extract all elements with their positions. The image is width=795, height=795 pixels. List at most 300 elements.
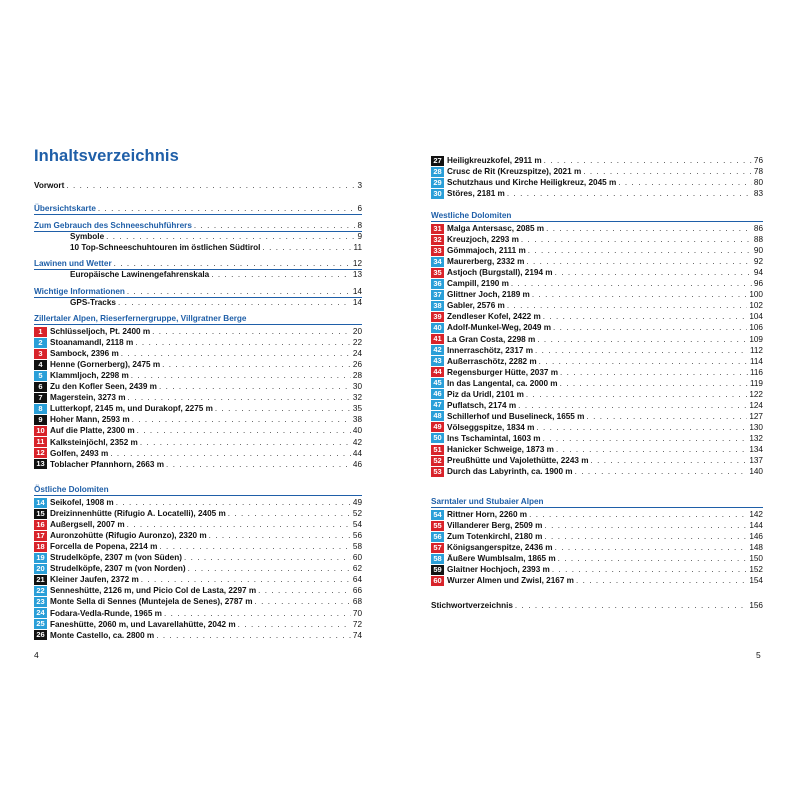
leader-dots xyxy=(116,497,351,508)
tour-number-badge: 40 xyxy=(431,323,444,333)
tour-entry-18[interactable] xyxy=(34,541,362,552)
tour-page-number: 74 xyxy=(352,630,362,640)
tour-title: Schutzhaus und Kirche Heiligkreuz, 2045 m xyxy=(447,178,617,188)
leader-dots xyxy=(66,180,355,191)
tour-number-badge: 33 xyxy=(431,246,444,256)
tour-number-badge: 13 xyxy=(34,459,47,469)
tour-page-number: 146 xyxy=(749,532,763,542)
leader-dots xyxy=(521,234,752,245)
leader-dots xyxy=(511,278,752,289)
leader-dots xyxy=(127,286,351,297)
leader-dots xyxy=(162,359,351,370)
tour-title: Kleiner Jaufen, 2372 m xyxy=(50,575,139,585)
leader-dots xyxy=(110,448,351,459)
leader-dots xyxy=(258,585,351,596)
tour-number-badge: 41 xyxy=(431,334,444,344)
tour-page-number: 124 xyxy=(749,400,763,410)
leader-dots xyxy=(128,392,351,403)
tour-entry-55[interactable] xyxy=(431,520,763,531)
tour-entry-25[interactable] xyxy=(34,619,362,630)
tour-number-badge: 27 xyxy=(431,156,444,166)
entry-title: Lawinen und Wetter xyxy=(34,259,112,268)
tour-page-number: 83 xyxy=(753,189,763,199)
tour-title: Innerraschötz, 2317 m xyxy=(447,345,534,355)
tour-entry-14[interactable] xyxy=(34,497,362,508)
tour-entry-32[interactable] xyxy=(431,234,763,245)
tour-title: Adolf-Munkel-Weg, 2049 m xyxy=(447,323,552,333)
tour-entry-40[interactable] xyxy=(431,322,763,333)
tour-entry-38[interactable] xyxy=(431,300,763,311)
leader-dots xyxy=(131,370,351,381)
tour-page-number: 58 xyxy=(352,542,362,552)
leader-dots xyxy=(591,455,748,466)
tour-page-number: 32 xyxy=(352,393,362,403)
tour-entry-6[interactable] xyxy=(34,381,362,392)
front-matter-entry-6[interactable] xyxy=(34,258,362,269)
tour-title: Puflatsch, 2174 m xyxy=(447,400,517,410)
tour-entry-11[interactable] xyxy=(34,437,362,448)
tour-entry-27[interactable] xyxy=(431,155,763,166)
tour-entry-31[interactable] xyxy=(431,223,763,234)
tour-entry-23[interactable] xyxy=(34,596,362,607)
tour-entry-24[interactable] xyxy=(34,608,362,619)
leader-dots xyxy=(127,519,351,530)
leader-dots xyxy=(586,411,747,422)
tour-number-badge: 24 xyxy=(34,608,47,618)
leader-dots xyxy=(553,322,747,333)
tour-page-number: 35 xyxy=(352,404,362,414)
leader-dots xyxy=(194,220,356,231)
leader-dots xyxy=(583,166,752,177)
tour-page-number: 112 xyxy=(749,345,763,355)
tour-number-badge: 37 xyxy=(431,290,444,300)
tour-entry-49[interactable] xyxy=(431,422,763,433)
front-matter-entry-2[interactable] xyxy=(34,203,362,214)
tour-title: Dreizinnenhütte (Rifugio A. Locatelli), 2405 m xyxy=(50,509,226,519)
tour-title: Strudelköpfe, 2307 m (von Norden) xyxy=(50,564,186,574)
tour-page-number: 154 xyxy=(749,576,763,586)
tour-number-badge: 51 xyxy=(431,445,444,455)
leader-dots xyxy=(152,326,351,337)
tour-entry-5[interactable] xyxy=(34,370,362,381)
tour-page-number: 20 xyxy=(352,327,362,336)
tour-title: Campill, 2190 m xyxy=(447,279,509,289)
front-matter-entry-4[interactable] xyxy=(34,231,362,242)
tour-title: Seikofel, 1908 m xyxy=(50,498,114,507)
tour-title: Sambock, 2396 m xyxy=(50,349,119,359)
tour-page-number: 96 xyxy=(753,279,763,289)
tour-number-badge: 59 xyxy=(431,565,444,575)
tour-page-number: 140 xyxy=(749,467,763,477)
tour-number-badge: 23 xyxy=(34,597,47,607)
tour-number-badge: 49 xyxy=(431,422,444,432)
tour-title: La Gran Costa, 2298 m xyxy=(447,334,536,344)
tour-entry-43[interactable] xyxy=(431,356,763,367)
tour-number-badge: 35 xyxy=(431,268,444,278)
tour-number-badge: 22 xyxy=(34,586,47,596)
tour-page-number: 92 xyxy=(753,257,763,267)
tour-page-number: 142 xyxy=(749,510,763,519)
tour-number-badge: 19 xyxy=(34,553,47,563)
tour-title: Hoher Mann, 2593 m xyxy=(50,415,130,425)
tour-entry-34[interactable] xyxy=(431,256,763,267)
leader-dots xyxy=(211,269,351,280)
tour-page-number: 40 xyxy=(352,426,362,436)
tour-number-badge: 25 xyxy=(34,619,47,629)
tour-entry-26[interactable] xyxy=(34,630,362,641)
section-rule xyxy=(34,495,362,496)
tour-number-badge: 58 xyxy=(431,554,444,564)
section-rule xyxy=(34,324,362,325)
tour-entry-10[interactable] xyxy=(34,425,362,436)
tour-page-number: 152 xyxy=(749,565,763,575)
tour-number-badge: 15 xyxy=(34,509,47,519)
tour-entry-16[interactable] xyxy=(34,519,362,530)
page-number-right: 5 xyxy=(756,650,761,660)
entry-page-number: 14 xyxy=(352,298,362,307)
tour-entry-1[interactable] xyxy=(34,326,362,337)
tour-number-badge: 16 xyxy=(34,520,47,530)
leader-dots xyxy=(156,630,351,641)
entry-title: GPS-Tracks xyxy=(70,298,116,307)
tour-page-number: 52 xyxy=(352,509,362,519)
tour-number-badge: 53 xyxy=(431,467,444,477)
tour-number-badge: 26 xyxy=(34,630,47,640)
tour-entry-60[interactable] xyxy=(431,575,763,586)
tour-number-badge: 9 xyxy=(34,415,47,425)
tour-number-badge: 4 xyxy=(34,360,47,370)
tour-title: Strudelköpfe, 2307 m (von Süden) xyxy=(50,553,182,563)
tour-entry-22[interactable] xyxy=(34,585,362,596)
tour-number-badge: 45 xyxy=(431,378,444,388)
entry-page-number: 11 xyxy=(353,243,362,252)
tour-number-badge: 48 xyxy=(431,411,444,421)
tour-page-number: 54 xyxy=(352,520,362,530)
tour-entry-9[interactable] xyxy=(34,414,362,425)
tour-number-badge: 55 xyxy=(431,521,444,531)
tour-number-badge: 21 xyxy=(34,575,47,585)
tour-entry-58[interactable] xyxy=(431,553,763,564)
tour-entry-59[interactable] xyxy=(431,564,763,575)
tour-entry-52[interactable] xyxy=(431,455,763,466)
tour-entry-48[interactable] xyxy=(431,411,763,422)
tour-entry-3[interactable] xyxy=(34,348,362,359)
leader-dots xyxy=(555,542,748,553)
tour-number-badge: 6 xyxy=(34,382,47,392)
tour-page-number: 24 xyxy=(352,349,362,359)
tour-page-number: 66 xyxy=(352,586,362,596)
tour-entry-47[interactable] xyxy=(431,400,763,411)
tour-number-badge: 10 xyxy=(34,426,47,436)
index-entry[interactable] xyxy=(431,600,763,611)
tour-title: Hanicker Schweige, 1873 m xyxy=(447,445,554,454)
tour-entry-28[interactable] xyxy=(431,166,763,177)
leader-dots xyxy=(618,177,752,188)
tour-title: Malga Antersasc, 2085 m xyxy=(447,224,545,233)
leader-dots xyxy=(121,348,351,359)
tour-entry-51[interactable] xyxy=(431,444,763,455)
tour-entry-29[interactable] xyxy=(431,177,763,188)
leader-dots xyxy=(539,356,748,367)
tour-title: Auronzohütte (Rifugio Auronzo), 2320 m xyxy=(50,531,207,541)
tour-number-badge: 57 xyxy=(431,543,444,553)
tour-title: Äußere Wumblsalm, 1865 m xyxy=(447,554,556,564)
tour-title: Piz da Uridl, 2101 m xyxy=(447,389,524,399)
tour-title: Senneshütte, 2126 m, und Picio Col de Lasta, 2297 m xyxy=(50,586,257,596)
tour-entry-2[interactable] xyxy=(34,337,362,348)
entry-page-number: 13 xyxy=(352,270,362,279)
tour-page-number: 150 xyxy=(749,554,763,564)
leader-dots xyxy=(555,267,752,278)
front-matter-entry-9[interactable] xyxy=(34,297,362,308)
tour-title: Kalksteinjöchl, 2352 m xyxy=(50,437,138,447)
tour-page-number: 116 xyxy=(749,367,763,377)
tour-page-number: 86 xyxy=(753,224,763,233)
entry-title: Stichwortverzeichnis xyxy=(431,601,513,610)
tour-entry-46[interactable] xyxy=(431,389,763,400)
tour-entry-35[interactable] xyxy=(431,267,763,278)
leader-dots xyxy=(515,600,747,611)
section-rule xyxy=(431,221,763,222)
leader-dots xyxy=(544,520,747,531)
tour-title: Wurzer Almen und Zwisl, 2167 m xyxy=(447,576,574,586)
tour-page-number: 114 xyxy=(749,356,763,366)
leader-dots xyxy=(526,389,747,400)
tour-title: Monte Sella di Sennes (Muntejela de Senes), 2787 m xyxy=(50,597,253,607)
tour-number-badge: 28 xyxy=(431,167,444,177)
tour-page-number: 132 xyxy=(749,433,763,443)
tour-number-badge: 36 xyxy=(431,279,444,289)
tour-title: Gabler, 2576 m xyxy=(447,301,505,311)
tour-number-badge: 54 xyxy=(431,510,444,520)
leader-dots xyxy=(137,425,351,436)
leader-dots xyxy=(552,564,747,575)
leader-dots xyxy=(188,563,351,574)
tour-page-number: 78 xyxy=(753,167,763,177)
leader-dots xyxy=(141,574,351,585)
tour-title: Preußhütte und Vajolethütte, 2243 m xyxy=(447,456,589,466)
leader-dots xyxy=(560,367,748,378)
tour-number-badge: 8 xyxy=(34,404,47,414)
tour-entry-15[interactable] xyxy=(34,508,362,519)
tour-entry-50[interactable] xyxy=(431,433,763,444)
tour-entry-4[interactable] xyxy=(34,359,362,370)
tour-title: Astjoch (Burgstall), 2194 m xyxy=(447,268,553,278)
leader-dots xyxy=(159,381,351,392)
leader-dots xyxy=(575,466,748,477)
leader-dots xyxy=(166,459,351,470)
tour-entry-53[interactable] xyxy=(431,466,763,477)
tour-page-number: 119 xyxy=(749,378,763,388)
leader-dots xyxy=(532,289,748,300)
tour-title: Villanderer Berg, 2509 m xyxy=(447,521,543,531)
tour-entry-57[interactable] xyxy=(431,542,763,553)
leader-dots xyxy=(164,608,351,619)
tour-entry-30[interactable] xyxy=(431,188,763,199)
tour-page-number: 26 xyxy=(352,360,362,370)
entry-title: Europäische Lawinengefahrenskala xyxy=(70,270,210,279)
leader-dots xyxy=(507,300,748,311)
tour-number-badge: 31 xyxy=(431,224,444,234)
entry-page-number: 156 xyxy=(749,601,763,610)
leader-dots xyxy=(518,400,747,411)
tour-page-number: 80 xyxy=(753,178,763,188)
tour-title: Magerstein, 3273 m xyxy=(50,393,126,403)
tour-entry-20[interactable] xyxy=(34,563,362,574)
leader-dots xyxy=(184,552,351,563)
tour-number-badge: 32 xyxy=(431,235,444,245)
front-matter-entry-1[interactable] xyxy=(34,180,362,191)
tour-title: Zendleser Kofel, 2422 m xyxy=(447,312,541,322)
tour-number-badge: 39 xyxy=(431,312,444,322)
tour-title: Außergsell, 2007 m xyxy=(50,520,125,530)
tour-title: Königsangerspitze, 2436 m xyxy=(447,543,553,553)
tour-entry-39[interactable] xyxy=(431,311,763,322)
tour-title: Monte Castello, ca. 2800 m xyxy=(50,630,155,640)
tour-page-number: 102 xyxy=(749,301,763,311)
leader-dots xyxy=(238,619,351,630)
leader-dots xyxy=(159,541,350,552)
leader-dots xyxy=(209,530,351,541)
tour-entry-33[interactable] xyxy=(431,245,763,256)
tour-page-number: 104 xyxy=(749,312,763,322)
leader-dots xyxy=(546,223,752,234)
tour-number-badge: 29 xyxy=(431,178,444,188)
tour-entry-13[interactable] xyxy=(34,459,362,470)
leader-dots xyxy=(528,245,752,256)
entry-page-number: 12 xyxy=(352,259,362,268)
tour-title: Maurerberg, 2332 m xyxy=(447,257,525,267)
leader-dots xyxy=(526,256,752,267)
tour-number-badge: 60 xyxy=(431,576,444,586)
tour-entry-45[interactable] xyxy=(431,378,763,389)
leader-dots xyxy=(118,297,351,308)
tour-page-number: 122 xyxy=(749,389,763,399)
tour-entry-41[interactable] xyxy=(431,334,763,345)
tour-page-number: 148 xyxy=(749,543,763,553)
tour-title: Faneshütte, 2060 m, und Lavarellahütte, 2042 m xyxy=(50,619,236,629)
leader-dots xyxy=(135,337,351,348)
entry-title: Symbole xyxy=(70,232,105,241)
tour-number-badge: 43 xyxy=(431,356,444,366)
entry-title: Vorwort xyxy=(34,181,65,190)
tour-entry-7[interactable] xyxy=(34,392,362,403)
tour-page-number: 30 xyxy=(352,382,362,392)
tour-page-number: 64 xyxy=(352,575,362,585)
tour-title: Crusc de Rit (Kreuzspitze), 2021 m xyxy=(447,167,582,177)
tour-entry-12[interactable] xyxy=(34,448,362,459)
tour-page-number: 44 xyxy=(352,448,362,458)
tour-number-badge: 17 xyxy=(34,531,47,541)
leader-dots xyxy=(132,414,351,425)
section-rule xyxy=(431,507,763,508)
tour-entry-42[interactable] xyxy=(431,345,763,356)
tour-number-badge: 11 xyxy=(34,437,47,447)
tour-page-number: 106 xyxy=(749,323,763,333)
tour-entry-44[interactable] xyxy=(431,367,763,378)
tour-title: Glittner Joch, 2189 m xyxy=(447,290,530,300)
tour-entry-36[interactable] xyxy=(431,278,763,289)
front-matter-entry-5[interactable] xyxy=(34,242,362,253)
tour-entry-56[interactable] xyxy=(431,531,763,542)
tour-page-number: 72 xyxy=(352,619,362,629)
tour-page-number: 42 xyxy=(352,437,362,447)
tour-title: Gömmajoch, 2111 m xyxy=(447,246,526,256)
tour-page-number: 60 xyxy=(352,553,362,563)
tour-entry-8[interactable] xyxy=(34,403,362,414)
tour-title: Forcella de Popena, 2214 m xyxy=(50,542,158,552)
tour-title: Golfen, 2493 m xyxy=(50,448,109,458)
tour-title: Heiligkreuzkofel, 2911 m xyxy=(447,156,542,165)
entry-title: Zum Gebrauch des Schneeschuhführers xyxy=(34,221,192,230)
leader-dots xyxy=(98,203,356,214)
leader-dots xyxy=(228,508,351,519)
tour-page-number: 94 xyxy=(753,268,763,278)
leader-dots xyxy=(560,378,748,389)
entry-title: Wichtige Informationen xyxy=(34,287,125,296)
tour-page-number: 56 xyxy=(352,531,362,541)
tour-number-badge: 7 xyxy=(34,393,47,403)
tour-number-badge: 34 xyxy=(431,257,444,267)
tour-title: Fodara-Vedla-Runde, 1965 m xyxy=(50,608,162,618)
page-title: Inhaltsverzeichnis xyxy=(34,147,179,165)
front-matter-entry-8[interactable] xyxy=(34,286,362,297)
tour-page-number: 109 xyxy=(749,334,763,344)
leader-dots xyxy=(576,575,747,586)
section-heading: Sarntaler und Stubaier Alpen xyxy=(431,497,544,506)
leader-dots xyxy=(544,531,747,542)
tour-entry-19[interactable] xyxy=(34,552,362,563)
tour-title: Schillerhof und Buselineck, 1655 m xyxy=(447,411,585,421)
tour-title: Toblacher Pfannhorn, 2663 m xyxy=(50,459,165,469)
tour-page-number: 127 xyxy=(749,411,763,421)
tour-title: Lutterkopf, 2145 m, und Durakopf, 2275 m xyxy=(50,404,213,414)
tour-entry-17[interactable] xyxy=(34,530,362,541)
tour-page-number: 100 xyxy=(749,290,763,300)
tour-entry-54[interactable] xyxy=(431,509,763,520)
tour-page-number: 22 xyxy=(352,338,362,348)
leader-dots xyxy=(537,334,747,345)
tour-number-badge: 42 xyxy=(431,345,444,355)
tour-page-number: 144 xyxy=(749,521,763,531)
tour-number-badge: 52 xyxy=(431,456,444,466)
tour-page-number: 68 xyxy=(352,597,362,607)
entry-title: Übersichtskarte xyxy=(34,204,96,213)
tour-page-number: 90 xyxy=(753,246,763,256)
leader-dots xyxy=(262,242,351,253)
tour-title: Völseggspitze, 1834 m xyxy=(447,422,535,432)
tour-entry-37[interactable] xyxy=(431,289,763,300)
leader-dots xyxy=(558,553,748,564)
tour-page-number: 28 xyxy=(352,371,362,381)
tour-number-badge: 12 xyxy=(34,448,47,458)
tour-entry-21[interactable] xyxy=(34,574,362,585)
front-matter-entry-3[interactable] xyxy=(34,220,362,231)
leader-dots xyxy=(215,403,351,414)
tour-number-badge: 38 xyxy=(431,301,444,311)
tour-title: Ins Tschamintal, 1603 m xyxy=(447,433,541,443)
leader-dots xyxy=(529,509,747,520)
tour-page-number: 76 xyxy=(753,156,763,165)
tour-title: Durch das Labyrinth, ca. 1900 m xyxy=(447,467,573,477)
tour-title: Henne (Gornerberg), 2475 m xyxy=(50,360,161,370)
front-matter-entry-7[interactable] xyxy=(34,269,362,280)
tour-page-number: 137 xyxy=(749,456,763,466)
tour-number-badge: 3 xyxy=(34,349,47,359)
entry-page-number: 6 xyxy=(357,204,362,213)
tour-page-number: 46 xyxy=(352,459,362,469)
tour-title: Klammljoch, 2298 m xyxy=(50,371,129,381)
